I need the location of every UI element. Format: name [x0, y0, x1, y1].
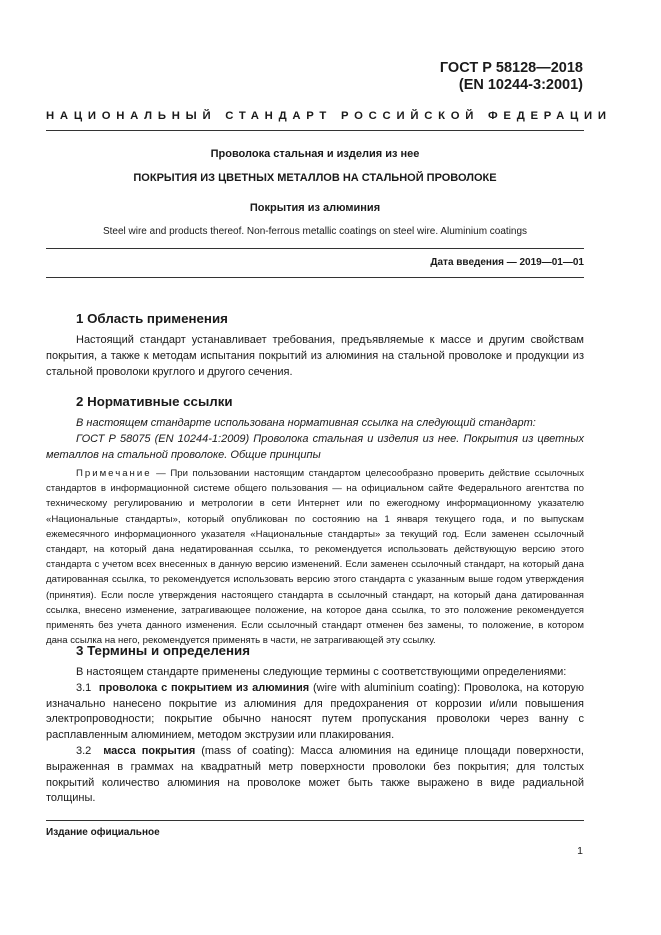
term-3-2-name: масса покрытия [103, 744, 196, 757]
edition-label: Издание официальное [46, 827, 160, 838]
standard-code-block [440, 60, 583, 94]
section-3-body [46, 665, 584, 807]
standard-code: ГОСТ Р 58128—2018 [439, 60, 583, 76]
term-3-2-number: 3.2 [76, 744, 92, 757]
group-title: Проволока стальная и изделия из нее [210, 148, 420, 160]
introduction-date: Дата введения — 2019—01—01 [430, 257, 584, 268]
date-divider [46, 277, 584, 278]
term-3-1 [46, 681, 584, 744]
en-equivalent-code: (EN 10244-3:2001) [458, 77, 583, 93]
term-3-1-definition: (wire with aluminium coating): Проволока, на которую изначально нанесено покрытие из алюминия для предохранения от коррозии и/или повышения электропроводности; покрытие обычно наносят путем пропускания проволоки через ванну с расплавленным алюминием, методом экструзии или плакирования. [46, 681, 584, 742]
term-3-2 [46, 744, 584, 807]
references-intro: В настоящем стандарте использована нормативная ссылка на следующий стандарт: [76, 417, 536, 429]
section-2-heading: 2 Нормативные ссылки [76, 394, 233, 409]
reference-item: ГОСТ Р 58075 (EN 10244-1:2009) Проволока стальная и изделия из нее. Покрытия из цветных металлов на стальной проволоке. Общие принципы [46, 432, 584, 461]
footer-divider [46, 820, 584, 821]
title-divider [46, 248, 584, 249]
main-title: ПОКРЫТИЯ ИЗ ЦВЕТНЫХ МЕТАЛЛОВ НА СТАЛЬНОЙ ПРОВОЛОКЕ [133, 172, 497, 184]
section-1-text: Настоящий стандарт устанавливает требования, предъявляемые к массе и другим свойствам покрытия, а также к методам испытания покрытий из алюминия на стальной проволоке и продукции из стальной проволоки круглого и другого сечения. [46, 334, 584, 378]
term-3-2-definition: (mass of coating): Масса алюминия на единице площади поверхности, выраженная в граммах на квадратный метр поверхности проволоки без покрытия; для толстых покрытий количество алюминия на проволоке может быть также выражено в виде радиальной толщины. [46, 744, 584, 805]
english-title: Steel wire and products thereof. Non-ferrous metallic coatings on steel wire. Aluminium coatings [102, 226, 528, 237]
part-title: Покрытия из алюминия [249, 202, 381, 214]
section-1-heading: 1 Область применения [76, 311, 228, 326]
note-text: — При пользовании настоящим стандартом целесообразно проверить действие ссылочных стандартов в информационной системе общего пользования — на официальном сайте Федерального агентства по техническому регулированию и метрологии в сети Интернет или по ежегодному информационному указателю «Национальные стандарты», который опубликован по состоянию на 1 января текущего года, и по выпускам ежемесячного информационного указателя «Национальные стандарты» за текущий год. Если заменен ссылочный стандарт, на который дана недатированная ссылка, то рекомендуется использовать действующую версию этого стандарта с учетом всех внесенных в данную версию изменений. Если заменен ссылочный стандарт, на который дана датированная ссылка, то рекомендуется использовать версию этого стандарта с указанным выше годом утверждения (принятия). Если после утверждения настоящего стандарта в ссылочный стандарт, на который дана датированная ссылка, внесено изменение, затрагивающее положение, на которое дана ссылка, то это положение рекомендуется применять без учета данного изменения. Если ссылочный стандарт отменен без замены, то положение, в котором дана ссылка на него, рекомендуется применять в части, не затрагивающей эту ссылку. [46, 468, 584, 647]
section-3-heading: 3 Термины и определения [76, 643, 250, 658]
section-2-body [46, 416, 584, 463]
terms-intro: В настоящем стандарте применены следующие термины с соответствующими определениями: [76, 666, 567, 678]
reference-note [46, 466, 584, 648]
note-label: Примечание [76, 468, 152, 479]
term-3-1-number: 3.1 [76, 681, 92, 694]
page-number: 1 [577, 845, 583, 857]
term-3-1-name: проволока с покрытием из алюминия [98, 681, 310, 694]
national-standard-banner: НАЦИОНАЛЬНЫЙ СТАНДАРТ РОССИЙСКОЙ ФЕДЕРАЦИИ [46, 110, 612, 122]
header-divider [46, 130, 584, 131]
